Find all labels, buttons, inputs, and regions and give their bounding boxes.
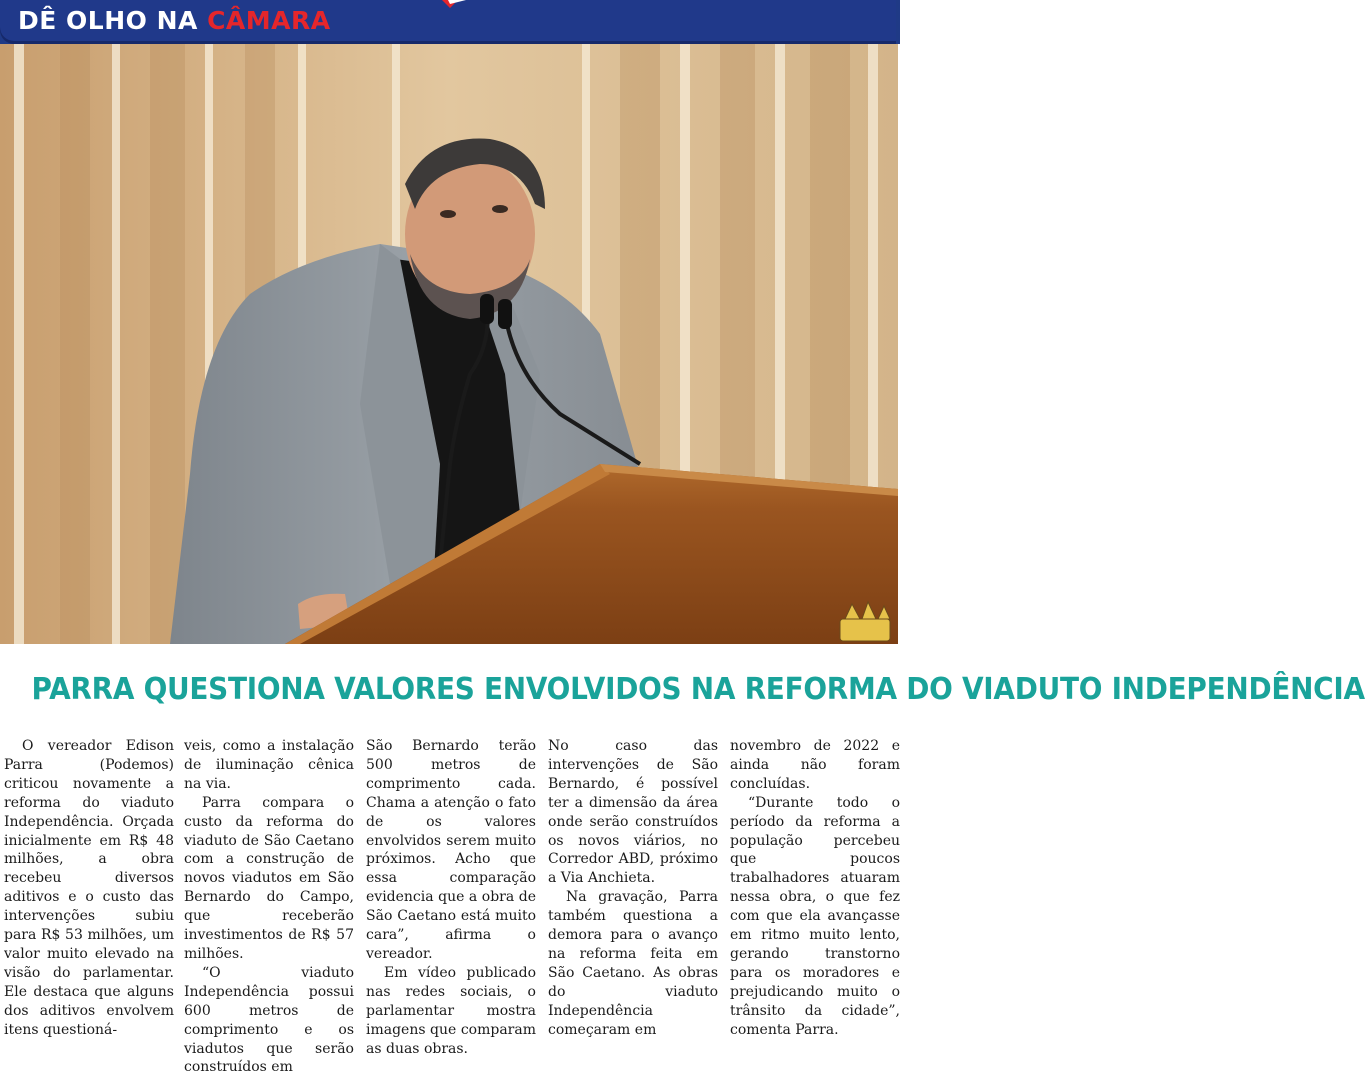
paragraph: Em vídeo publicado nas redes sociais, o parlamentar mostra imagens que comparam as duas obras. bbox=[366, 964, 536, 1057]
paragraph: novembro de 2022 e ainda não foram concluídas. bbox=[730, 738, 900, 792]
article-column-4 bbox=[548, 737, 718, 1040]
section-title-accent: CÂMARA bbox=[207, 6, 331, 35]
article-body bbox=[0, 737, 900, 1076]
paragraph: “Durante todo o período da reforma a população percebeu que poucos trabalhadores atuaram nessa obra, o que fez com que ela avançasse em ritmo muito lento, gerando transtorno para os moradores e prejudicando muito o trânsito da cidade”, comenta Parra. bbox=[730, 794, 900, 1038]
banner-logo-mark-icon bbox=[420, 0, 480, 8]
paragraph: “O viaduto Independência possui 600 metros de comprimento e os viadutos que serão construídos em bbox=[184, 964, 354, 1076]
paragraph: No caso das intervenções de São Bernardo, é possível ter a dimensão da área onde serão construídos os novos viários, no Corredor ABD, próximo a Via Anchieta. bbox=[548, 738, 718, 887]
article-photo bbox=[0, 44, 898, 644]
speaker-at-podium-photo-icon bbox=[0, 44, 898, 644]
paragraph: Parra compara o custo da reforma do viaduto de São Caetano com a construção de novos viadutos em São Bernardo do Campo, que receberão investimentos de R$ 57 milhões. bbox=[184, 794, 354, 962]
section-banner bbox=[0, 0, 900, 44]
paragraph: São Bernardo terão 500 metros de comprimento cada. Chama a atenção o fato de os valores envolvidos serem muito próximos. Acho que essa comparação evidencia que a obra de São Caetano está muito cara”, afirma o vereador. bbox=[366, 738, 536, 962]
article-headline: PARRA QUESTIONA VALORES ENVOLVIDOS NA REFORMA DO VIADUTO INDEPENDÊNCIA bbox=[31, 672, 1365, 707]
section-title bbox=[18, 6, 331, 35]
section-title-part1: DÊ OLHO NA bbox=[18, 6, 208, 35]
paragraph: Na gravação, Parra também questiona a demora para o avanço na reforma feita em São Caetano. As obras do viaduto Independência começaram em bbox=[548, 889, 718, 1038]
article-column-2 bbox=[184, 737, 354, 1077]
article-column-5 bbox=[730, 737, 900, 1040]
paragraph: O vereador Edison Parra (Podemos) criticou novamente a reforma do viaduto Independência. Orçada inicialmente em R$ 48 milhões, a obra recebeu diversos aditivos e o custo das intervenções subiu para R$ 53 milhões, um valor muito elevado na visão do parlamentar. Ele destaca que alguns dos aditivos envolvem itens questioná- bbox=[4, 738, 174, 1038]
article-column-1 bbox=[4, 737, 174, 1040]
paragraph: veis, como a instalação de iluminação cênica na via. bbox=[184, 738, 354, 792]
article-column-3 bbox=[366, 737, 536, 1058]
